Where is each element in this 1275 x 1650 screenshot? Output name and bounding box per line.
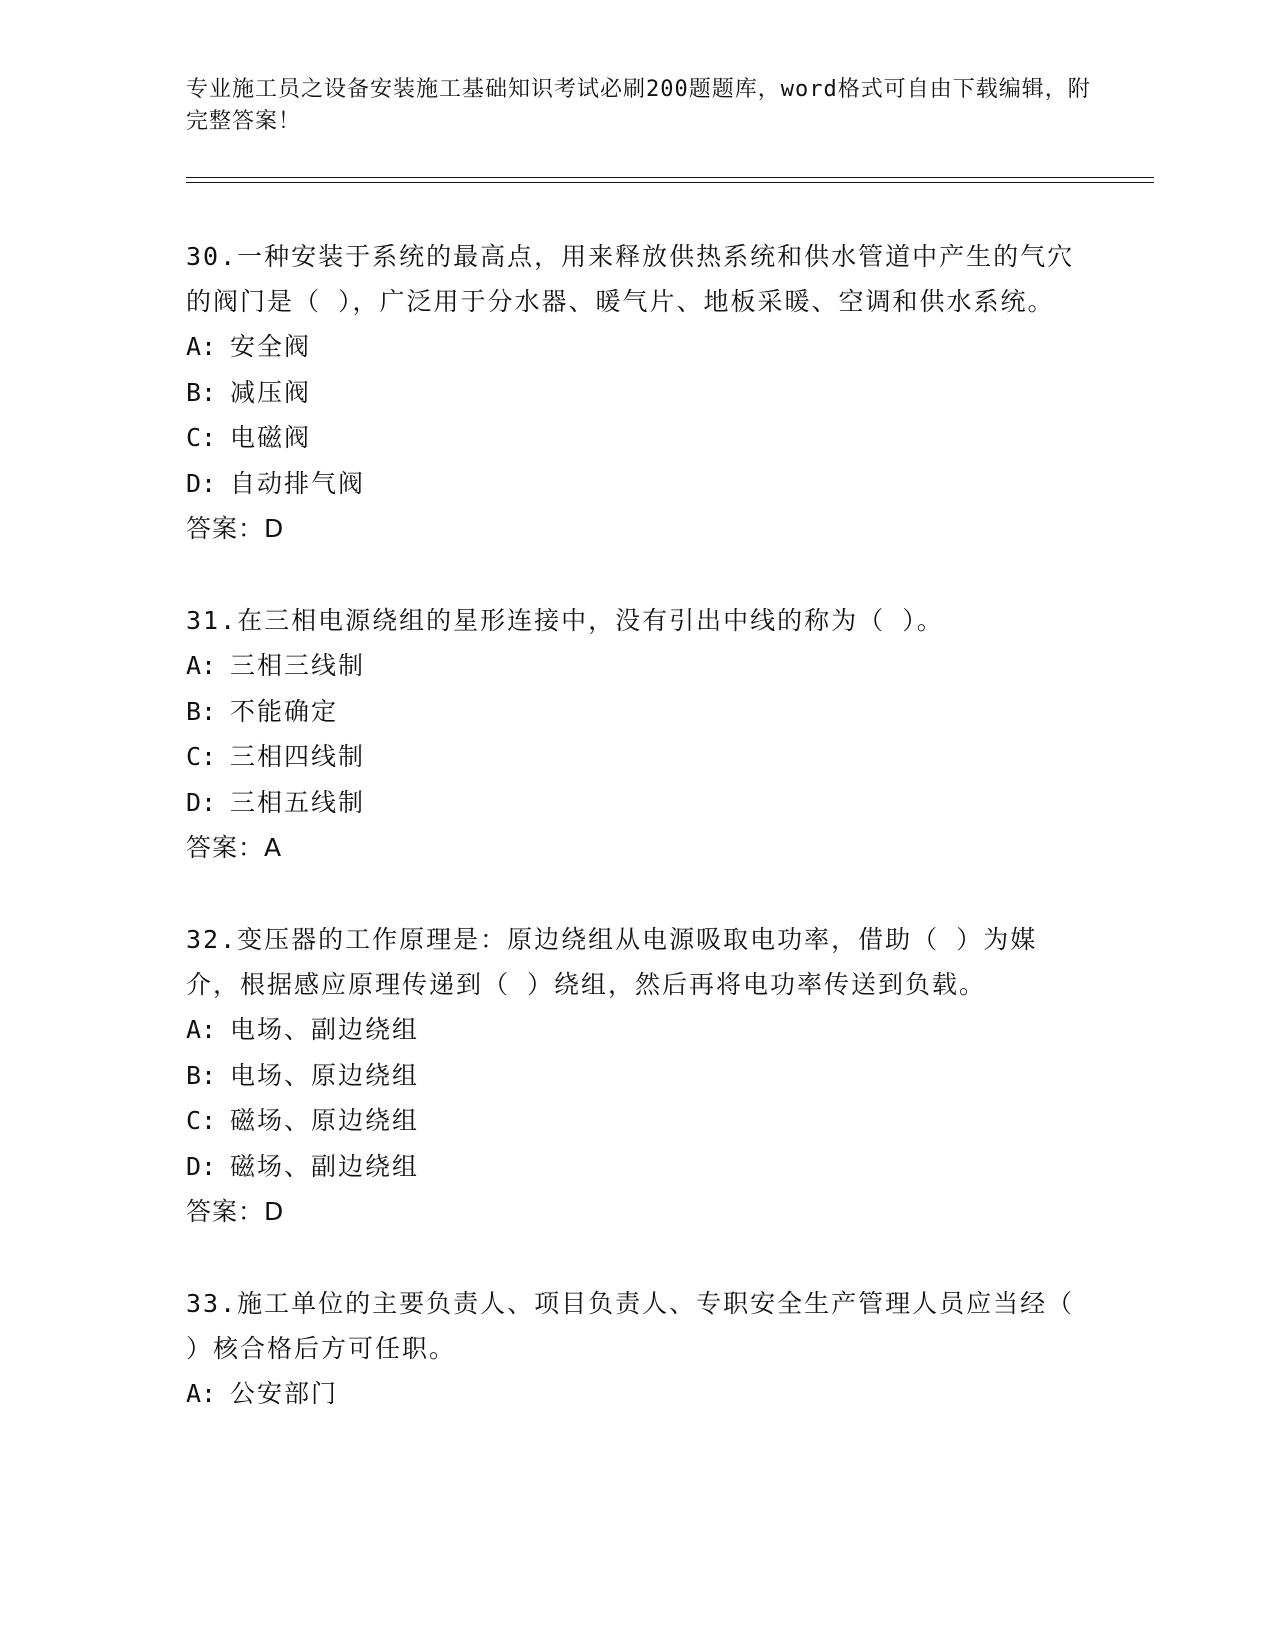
answer-line: 答案：D <box>186 1197 285 1226</box>
option-a <box>186 1007 1086 1053</box>
option-c <box>186 734 1086 780</box>
option-text: 三相三线制 <box>230 651 366 680</box>
option-label: B: <box>186 1060 217 1090</box>
question-stem: 31.在三相电源绕组的星形连接中，没有引出中线的称为（ ）。 <box>186 606 944 635</box>
option-label: B: <box>186 377 217 407</box>
document-header: 专业施工员之设备安装施工基础知识考试必刷200题题库，word格式可自由下载编辑，附完整答案！ <box>186 77 1091 134</box>
answer-line: 答案：D <box>186 514 285 543</box>
option-label: D: <box>186 787 217 817</box>
question-stem: 33.施工单位的主要负责人、项目负责人、专职安全生产管理人员应当经（ ）核合格后方可任职。 <box>186 1289 1075 1363</box>
option-label: B: <box>186 696 217 726</box>
header-divider-top <box>186 177 1154 178</box>
option-label: A: <box>186 1015 217 1044</box>
option-d <box>186 1144 1086 1190</box>
question-stem: 32.变压器的工作原理是：原边绕组从电源吸取电功率，借助（ ）为媒介，根据感应原理传递到（ ）绕组，然后再将电功率传送到负载。 <box>186 925 1038 999</box>
option-a <box>186 643 1086 689</box>
option-text: 不能确定 <box>230 696 339 726</box>
option-label: D: <box>186 468 217 498</box>
header-divider-bottom <box>186 182 1154 183</box>
option-a <box>186 324 1086 370</box>
option-text: 自动排气阀 <box>230 468 366 498</box>
option-text: 三相五线制 <box>230 787 366 817</box>
option-a <box>186 1371 1086 1417</box>
option-label: C: <box>186 423 217 452</box>
option-label: A: <box>186 332 217 361</box>
option-b <box>186 689 1086 735</box>
question-31 <box>186 598 1086 871</box>
option-c <box>186 1098 1086 1144</box>
option-text: 公安部门 <box>230 1379 339 1408</box>
option-label: C: <box>186 742 217 771</box>
question-list <box>186 234 1086 1463</box>
option-text: 电场、副边绕组 <box>230 1015 420 1044</box>
option-text: 安全阀 <box>230 332 312 361</box>
option-text: 电场、原边绕组 <box>230 1060 420 1090</box>
option-text: 磁场、原边绕组 <box>230 1106 420 1135</box>
option-label: C: <box>186 1106 217 1135</box>
option-d <box>186 461 1086 507</box>
option-text: 减压阀 <box>230 377 312 407</box>
question-33 <box>186 1281 1086 1417</box>
answer-line: 答案：A <box>186 833 283 862</box>
option-label: A: <box>186 651 217 680</box>
option-text: 电磁阀 <box>230 423 312 452</box>
option-label: D: <box>186 1151 217 1181</box>
question-30 <box>186 234 1086 552</box>
question-stem: 30.一种安装于系统的最高点，用来释放供热系统和供水管道中产生的气穴的阀门是（ ），广泛用于分水器、暖气片、地板采暖、空调和供水系统。 <box>186 242 1075 316</box>
option-text: 磁场、副边绕组 <box>230 1151 420 1181</box>
option-d <box>186 780 1086 826</box>
question-32 <box>186 917 1086 1235</box>
option-b <box>186 370 1086 416</box>
option-c <box>186 415 1086 461</box>
option-b <box>186 1053 1086 1099</box>
option-label: A: <box>186 1379 217 1408</box>
option-text: 三相四线制 <box>230 742 366 771</box>
